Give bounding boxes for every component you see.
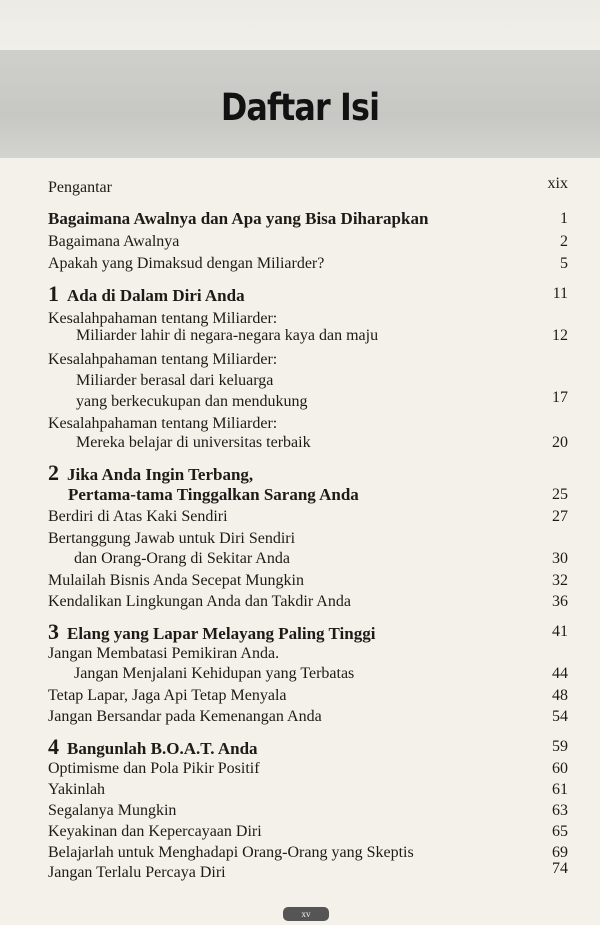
toc-entry-page: 32 [552, 572, 568, 589]
toc-entry-label: Optimisme dan Pola Pikir Positif [48, 760, 260, 777]
toc-entry-label: Bagaimana Awalnya [48, 233, 180, 250]
toc-entry-page: 11 [552, 285, 568, 302]
toc-entry-page: 69 [552, 844, 568, 861]
chapter-title: Bangunlah B.O.A.T. Anda [67, 739, 258, 758]
toc-entry-label: Mulailah Bisnis Anda Secepat Mungkin [48, 572, 304, 589]
toc-entry-page: 65 [552, 823, 568, 840]
toc-entry-page: 30 [552, 550, 568, 567]
toc-entry-label: yang berkecukupan dan mendukung [76, 393, 308, 410]
toc-entry-label: Bagaimana Awalnya dan Apa yang Bisa Diharapkan [48, 209, 429, 228]
toc-entry-label: Belajarlah untuk Menghadapi Orang-Orang yang Skeptis [48, 844, 414, 861]
chapter-title: Elang yang Lapar Melayang Paling Tinggi [67, 624, 376, 643]
toc-entry-label: Berdiri di Atas Kaki Sendiri [48, 508, 228, 525]
toc-entry-label: Kendalikan Lingkungan Anda dan Takdir Anda [48, 593, 351, 610]
toc-entry-page: 74 [552, 860, 568, 877]
toc-entry-page: 61 [552, 781, 568, 798]
toc-entry-label: Yakinlah [48, 781, 106, 798]
toc-entry-label: Kesalahpahaman tentang Miliarder: [48, 310, 278, 327]
toc-entry-label: Jangan Menjalani Kehidupan yang Terbatas [74, 665, 355, 682]
toc-entry-page: 20 [552, 434, 568, 451]
chapter-number: 1 [48, 281, 59, 306]
toc-entry-page: xix [547, 175, 568, 192]
page-title: Daftar Isi [220, 86, 380, 129]
toc-entry-page: 17 [552, 389, 568, 406]
chapter-number: 4 [48, 734, 59, 759]
toc-entry-label: Jangan Membatasi Pemikiran Anda. [48, 645, 280, 662]
toc-entry-label: Miliarder lahir di negara-negara kaya dan maju [76, 327, 379, 344]
toc-entry-page: 1 [560, 210, 568, 227]
page-top-strip [0, 0, 600, 50]
toc-entry-page: 27 [552, 508, 568, 525]
toc-entry-label: Jangan Terlalu Percaya Diri [48, 864, 226, 881]
toc-entry-label: Miliarder berasal dari keluarga [76, 372, 274, 389]
toc-entry-page: 2 [560, 233, 568, 250]
toc-entry-label: dan Orang-Orang di Sekitar Anda [74, 550, 290, 567]
toc-entry-page: 59 [552, 738, 568, 755]
chapter-title: Pertama-tama Tinggalkan Sarang Anda [68, 485, 359, 504]
toc-entry-page: 54 [552, 708, 568, 725]
toc-entry-label: Pengantar [48, 179, 112, 196]
toc-entry-label: Jangan Bersandar pada Kemenangan Anda [48, 708, 322, 725]
toc-entry-page: 36 [552, 593, 568, 610]
toc-entry-label: Kesalahpahaman tentang Miliarder: [48, 415, 278, 432]
page-number-badge: xv [283, 907, 329, 921]
toc-entry-page: 44 [552, 665, 568, 682]
toc-entry-label: Mereka belajar di universitas terbaik [76, 434, 311, 451]
toc-entry-label: Kesalahpahaman tentang Miliarder: [48, 351, 278, 368]
toc-entry-label: Keyakinan dan Kepercayaan Diri [48, 823, 262, 840]
toc-entry-page: 41 [552, 623, 568, 640]
toc-entry-page: 25 [552, 486, 568, 503]
chapter-number: 3 [48, 619, 59, 644]
toc-entry-label: Segalanya Mungkin [48, 802, 177, 819]
chapter-number: 2 [48, 460, 59, 485]
toc-entry-label: Bertanggung Jawab untuk Diri Sendiri [48, 530, 296, 547]
toc-entry-page: 60 [552, 760, 568, 777]
toc-entry-page: 48 [552, 687, 568, 704]
chapter-title: Jika Anda Ingin Terbang, [67, 465, 254, 484]
toc-entry-page: 5 [560, 255, 568, 272]
chapter-title: Ada di Dalam Diri Anda [67, 286, 245, 305]
toc-entry-page: 63 [552, 802, 568, 819]
toc-entry-label: Tetap Lapar, Jaga Api Tetap Menyala [48, 687, 287, 704]
toc-entry-page: 12 [552, 327, 568, 344]
toc-entry-label: Apakah yang Dimaksud dengan Miliarder? [48, 255, 325, 272]
